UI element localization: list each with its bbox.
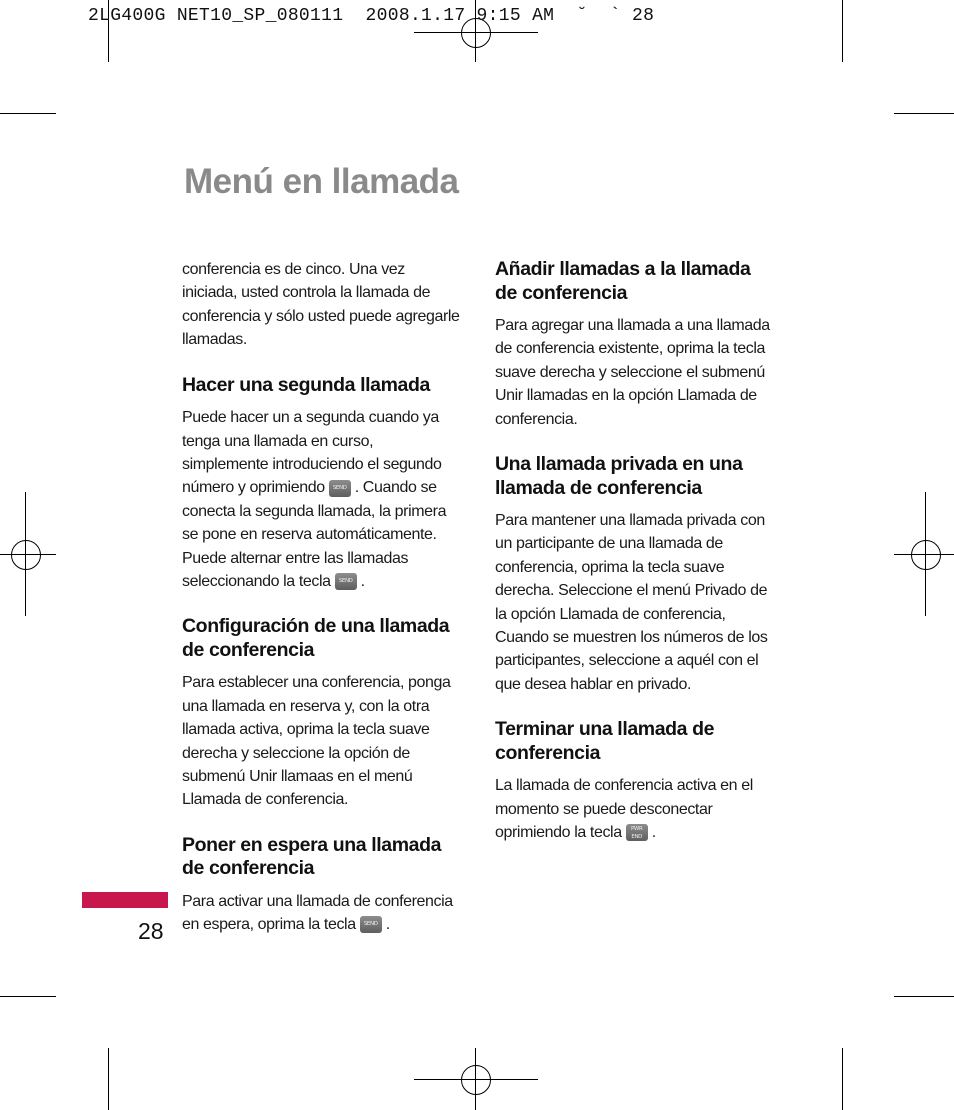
section-text-add-calls: Para agregar una llamada a una llamada de conferencia existente, oprima la tecla suave derecha y seleccione el submenú Unir llamadas en la opción Llamada de conferencia.	[495, 317, 770, 428]
section-heading-hold-conference: Poner en espera una llamada de conferencia	[182, 833, 442, 880]
section-heading-second-call: Hacer una segunda llamada	[182, 373, 430, 396]
section-heading-private-call: Una llamada privada en una llamada de conferencia	[495, 453, 743, 499]
section-text-private-call: Para mantener una llamada privada con un participante de una llamada de conferencia, oprima la tecla suave derecha. Seleccione el menú Privado de la opción Llamada de conferencia, Cuando se muestren los números de los participantes, seleccione a aquél con el que desea hablar en privado.	[495, 512, 768, 693]
intro-paragraph: conferencia es de cinco. Una vez iniciada, usted controla la llamada de conferencia y sólo usted puede agregarle llamadas.	[182, 261, 460, 349]
section-text-hold-conference: Para activar una llamada de conferencia en espera, oprima la tecla SEND .	[182, 892, 453, 934]
section-text-second-call: Puede hacer un a segunda cuando ya tenga una llamada en curso, simplemente introduciendo el segundo número y oprimiendo SEND . Cuando se conecta la segunda llamada, la primera se pone en reserva automáticamente. Puede alternar entre las llamadas seleccionando la tecla SEND .	[182, 409, 447, 590]
left-column	[182, 258, 462, 959]
page-number: 28	[138, 918, 164, 944]
right-column	[495, 258, 775, 867]
send-key-icon: SEND	[329, 480, 351, 497]
print-slug-line: 2LG400G NET10_SP_080111 2008.1.17 9:15 AM ˘ ` 28	[88, 6, 655, 26]
section-heading-add-calls: Añadir llamadas a la llamada de conferencia	[495, 258, 751, 304]
page-number-bar	[82, 892, 168, 908]
send-key-icon: SEND	[360, 916, 382, 933]
section-text-end-conference: La llamada de conferencia activa en el momento se puede desconectar oprimiendo la tecla PWR END .	[495, 777, 753, 842]
end-key-icon: PWR END	[626, 824, 648, 841]
section-heading-setup-conference: Configuración de una llamada de conferencia	[182, 615, 450, 661]
section-text-setup-conference: Para establecer una conferencia, ponga una llamada en reserva y, con la otra llamada activa, oprima la tecla suave derecha y seleccione la opción de submenú Unir llamaas en el menú Llamada de conferencia.	[182, 674, 451, 809]
section-heading-end-conference: Terminar una llamada de conferencia	[495, 718, 715, 764]
page-title: Menú en llamada	[184, 162, 459, 201]
send-key-icon: SEND	[335, 573, 357, 590]
